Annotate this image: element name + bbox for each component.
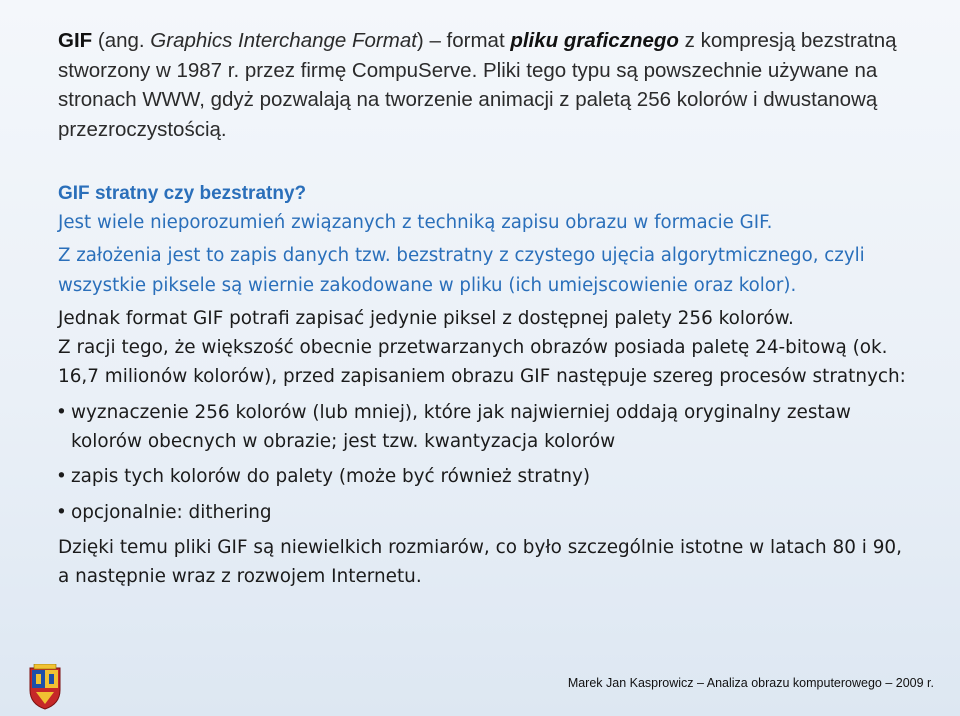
bullet-text-2: zapis tych kolorów do palety (może być również stratny) bbox=[71, 466, 591, 488]
intro-bold-term: pliku graficznego bbox=[510, 29, 679, 52]
bullet-text-1: wyznaczenie 256 kolorów (lub mniej), które jak najwierniej oddają oryginalny zestaw kolorów obecnych w obrazie; jest tzw. kwantyzacja kolorów bbox=[71, 401, 851, 453]
intro-paragraph bbox=[58, 26, 918, 144]
footer-credit: Marek Jan Kasprowicz – Analiza obrazu komputerowego – 2009 r. bbox=[567, 676, 934, 690]
list-item bbox=[58, 462, 918, 491]
blue-paragraph-1: Jest wiele nieporozumień związanych z techniką zapisu obrazu w formacie GIF. bbox=[58, 212, 773, 233]
list-item bbox=[58, 398, 918, 457]
intro-text-1: (ang. bbox=[92, 29, 151, 52]
city-coat-of-arms-icon bbox=[28, 664, 62, 710]
bullet-text-3: opcjonalnie: dithering bbox=[71, 501, 272, 523]
intro-italic-term: Graphics Interchange Format bbox=[150, 29, 417, 52]
bullet-list bbox=[58, 398, 918, 527]
bullet-icon: • bbox=[56, 501, 67, 523]
intro-text-2: ) – format bbox=[416, 29, 511, 52]
intro-gif: GIF bbox=[58, 29, 93, 52]
slide-content bbox=[58, 26, 918, 592]
list-item bbox=[58, 498, 918, 527]
blue-paragraph-2: Z założenia jest to zapis danych tzw. bezstratny z czystego ujęcia algorytmicznego, czyli wszystkie piksele są wiernie zakodowane w pliku (ich umiejscowienie oraz kolor). bbox=[58, 245, 865, 296]
closing-paragraph: Dzięki temu pliki GIF są niewielkich rozmiarów, co było szczególnie istotne w latach 80 i 90, a następnie wraz z rozwojem Internetu. bbox=[58, 536, 902, 588]
dark-paragraph-2: Z racji tego, że większość obecnie przetwarzanych obrazów posiada paletę 24-bitową (ok. 16,7 milionów kolorów), przed zapisaniem obrazu GIF następuje szereg procesów stratnych: bbox=[58, 337, 906, 388]
bullet-icon: • bbox=[56, 466, 67, 488]
section-heading: GIF stratny czy bezstratny? bbox=[58, 183, 307, 204]
bullet-icon: • bbox=[56, 401, 67, 423]
dark-paragraph-1: Jednak format GIF potrafi zapisać jedynie piksel z dostępnej palety 256 kolorów. bbox=[58, 307, 794, 329]
intro-text-3: z kompresją bezstratną stworzony w 1987 r. przez firmę CompuServe. Pliki tego typu są powszechnie używane na stronach WWW, gdyż pozwalają na tworzenie animacji z paletą 256 kolorów i dwustanową przezroczystością. bbox=[58, 29, 897, 141]
